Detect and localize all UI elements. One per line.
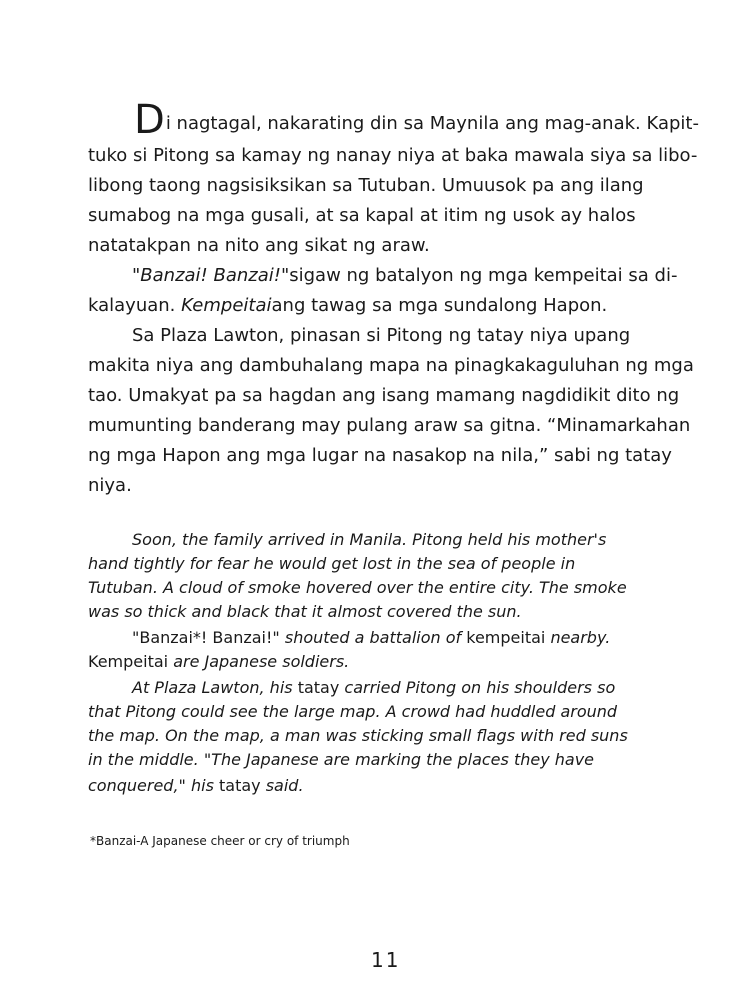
english-p1-line1: Soon, the family arrived in Manila. Pitong held his mother's [132, 530, 607, 549]
drop-cap: D [134, 97, 165, 143]
tagalog-p3-line6: niya. [88, 475, 132, 496]
tatay-term: tatay [297, 678, 340, 697]
tagalog-text: kalayuan. [88, 295, 182, 316]
english-text: said. [260, 776, 304, 795]
english-text: are Japanese soldiers. [173, 652, 350, 671]
tatay-term: tatay [218, 776, 261, 795]
tagalog-p3-line5: ng mga Hapon ang mga lugar na nasakop na nila,” sabi ng tatay [88, 445, 672, 466]
english-p3-line1 [132, 679, 615, 697]
tagalog-p1-line5: natatakpan na nito ang sikat ng araw. [88, 235, 430, 256]
banzai-quote: "Banzai! Banzai!" [132, 265, 290, 286]
kempeitai-term: Kempeitai [181, 295, 272, 316]
tagalog-p1-line1 [134, 97, 699, 143]
english-p1-line3: Tutuban. A cloud of smoke hovered over the entire city. The smoke [88, 578, 627, 597]
tagalog-p1-line3: libong taong nagsisiksikan sa Tutuban. Umuusok pa ang ilang [88, 175, 644, 196]
english-p3-line3: the map. On the map, a man was sticking small flags with red suns [88, 726, 628, 745]
tagalog-p3-line2: makita niya ang dambuhalang mapa na pinagkakaguluhan ng mga [88, 355, 694, 376]
english-text: conquered," his [88, 776, 219, 795]
tagalog-text: i nagtagal, nakarating din sa Maynila ang mag-anak. Kapit- [165, 113, 699, 134]
english-text: nearby. [550, 628, 611, 647]
english-text: At Plaza Lawton, his [132, 678, 298, 697]
english-p3-line5 [88, 777, 304, 795]
tagalog-p2-line2 [88, 296, 607, 316]
english-p3-line2: that Pitong could see the large map. A crowd had huddled around [88, 702, 618, 721]
tagalog-p1-line4: sumabog na mga gusali, at sa kapal at itim ng usok ay halos [88, 205, 636, 226]
footnote: *Banzai-A Japanese cheer or cry of triumph [90, 834, 350, 848]
english-p2-line1 [132, 629, 610, 647]
kempeitai-term: Kempeitai [88, 652, 174, 671]
page-number: 11 [371, 948, 401, 972]
tagalog-p3-line3: tao. Umakyat pa sa hagdan ang isang mamang nagdidikit dito ng [88, 385, 680, 406]
banzai-quote: "Banzai*! Banzai!" [132, 628, 285, 647]
tagalog-text: ang tawag sa mga sundalong Hapon. [271, 295, 608, 316]
english-p1-line2: hand tightly for fear he would get lost in the sea of people in [88, 554, 576, 573]
tagalog-text: sigaw ng batalyon ng mga kempeitai sa di- [289, 265, 678, 286]
english-p2-line2 [88, 653, 349, 671]
english-text: carried Pitong on his shoulders so [339, 678, 616, 697]
english-p1-line4: was so thick and black that it almost covered the sun. [88, 602, 522, 621]
english-p3-line4: in the middle. "The Japanese are marking the places they have [88, 750, 595, 769]
english-text: shouted a battalion of [284, 628, 467, 647]
tagalog-p2-line1 [132, 266, 677, 286]
tagalog-p1-line2: tuko si Pitong sa kamay ng nanay niya at baka mawala siya sa libo- [88, 145, 698, 166]
tagalog-p3-line4: mumunting banderang may pulang araw sa gitna. “Minamarkahan [88, 415, 691, 436]
tagalog-p3-line1: Sa Plaza Lawton, pinasan si Pitong ng tatay niya upang [132, 325, 631, 346]
kempeitai-term: kempeitai [466, 628, 551, 647]
